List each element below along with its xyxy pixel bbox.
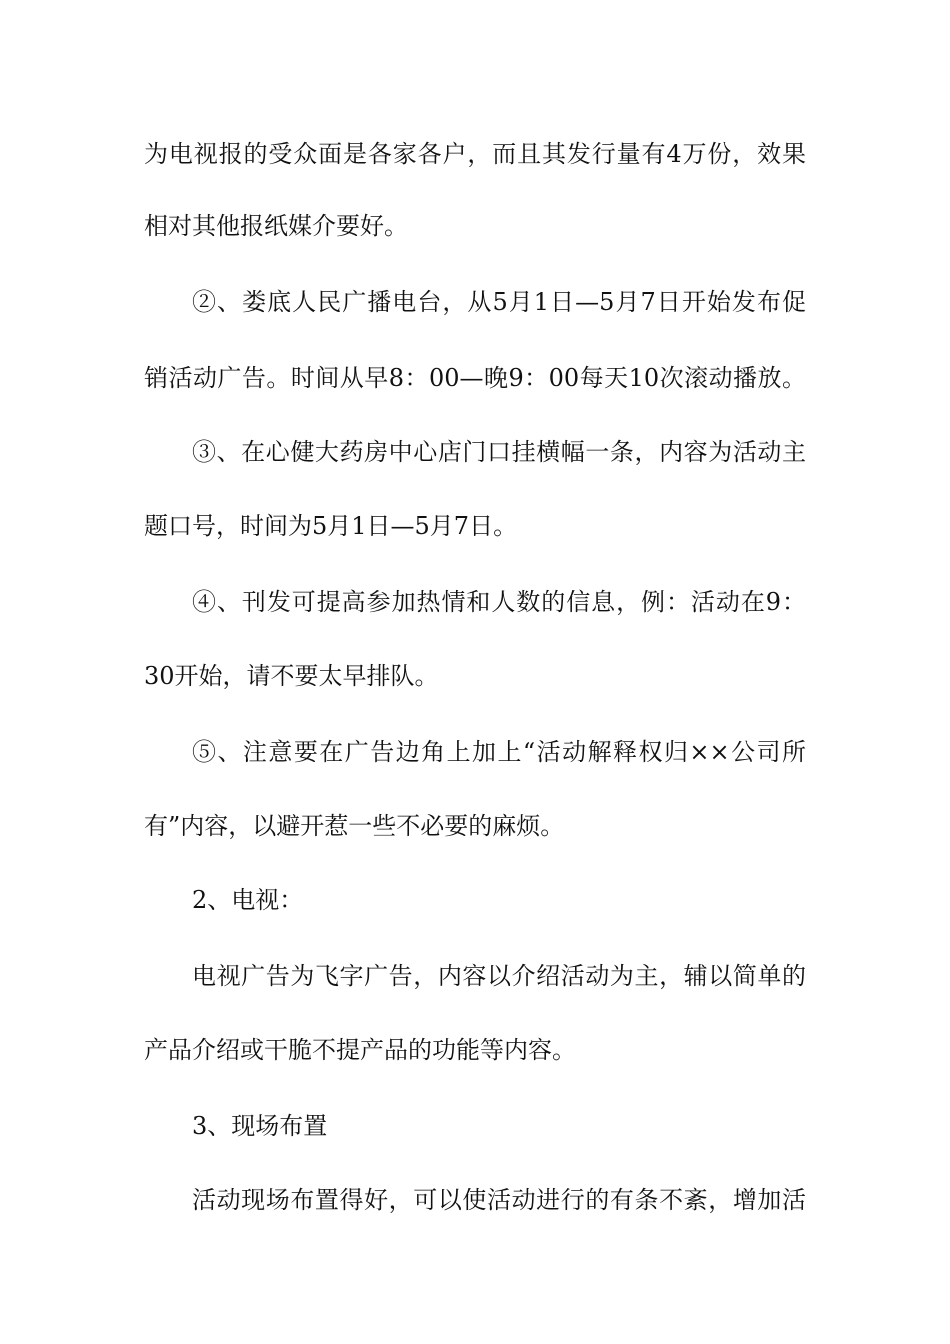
text-line: 产品介绍或干脆不提产品的功能等内容。 [144, 1036, 576, 1064]
text-line: 为电视报的受众面是各家各户，而且其发行量有4万份，效果 [144, 140, 806, 168]
text-line: 活动现场布置得好，可以使活动进行的有条不紊，增加活 [192, 1186, 806, 1214]
section-heading: 2、电视： [192, 886, 304, 914]
text-line: 电视广告为飞字广告，内容以介绍活动为主，辅以简单的 [192, 962, 806, 990]
text-line: ③、在心健大药房中心店门口挂横幅一条，内容为活动主 [192, 438, 806, 466]
section-heading: 3、现场布置 [192, 1112, 328, 1140]
text-line: 30开始，请不要太早排队。 [144, 662, 439, 690]
text-line: ⑤、注意要在广告边角上加上“活动解释权归××公司所 [192, 738, 806, 766]
text-line: 相对其他报纸媒介要好。 [144, 212, 408, 240]
text-line: 题口号，时间为5月1日—5月7日。 [144, 512, 518, 540]
text-line: 有”内容，以避开惹一些不必要的麻烦。 [144, 812, 565, 840]
text-line: 销活动广告。时间从早8：00—晚9：00每天10次滚动播放。 [144, 364, 806, 392]
text-line: ④、刊发可提高参加热情和人数的信息，例：活动在9： [192, 588, 806, 616]
text-line: ②、娄底人民广播电台，从5月1日—5月7日开始发布促 [192, 288, 806, 316]
